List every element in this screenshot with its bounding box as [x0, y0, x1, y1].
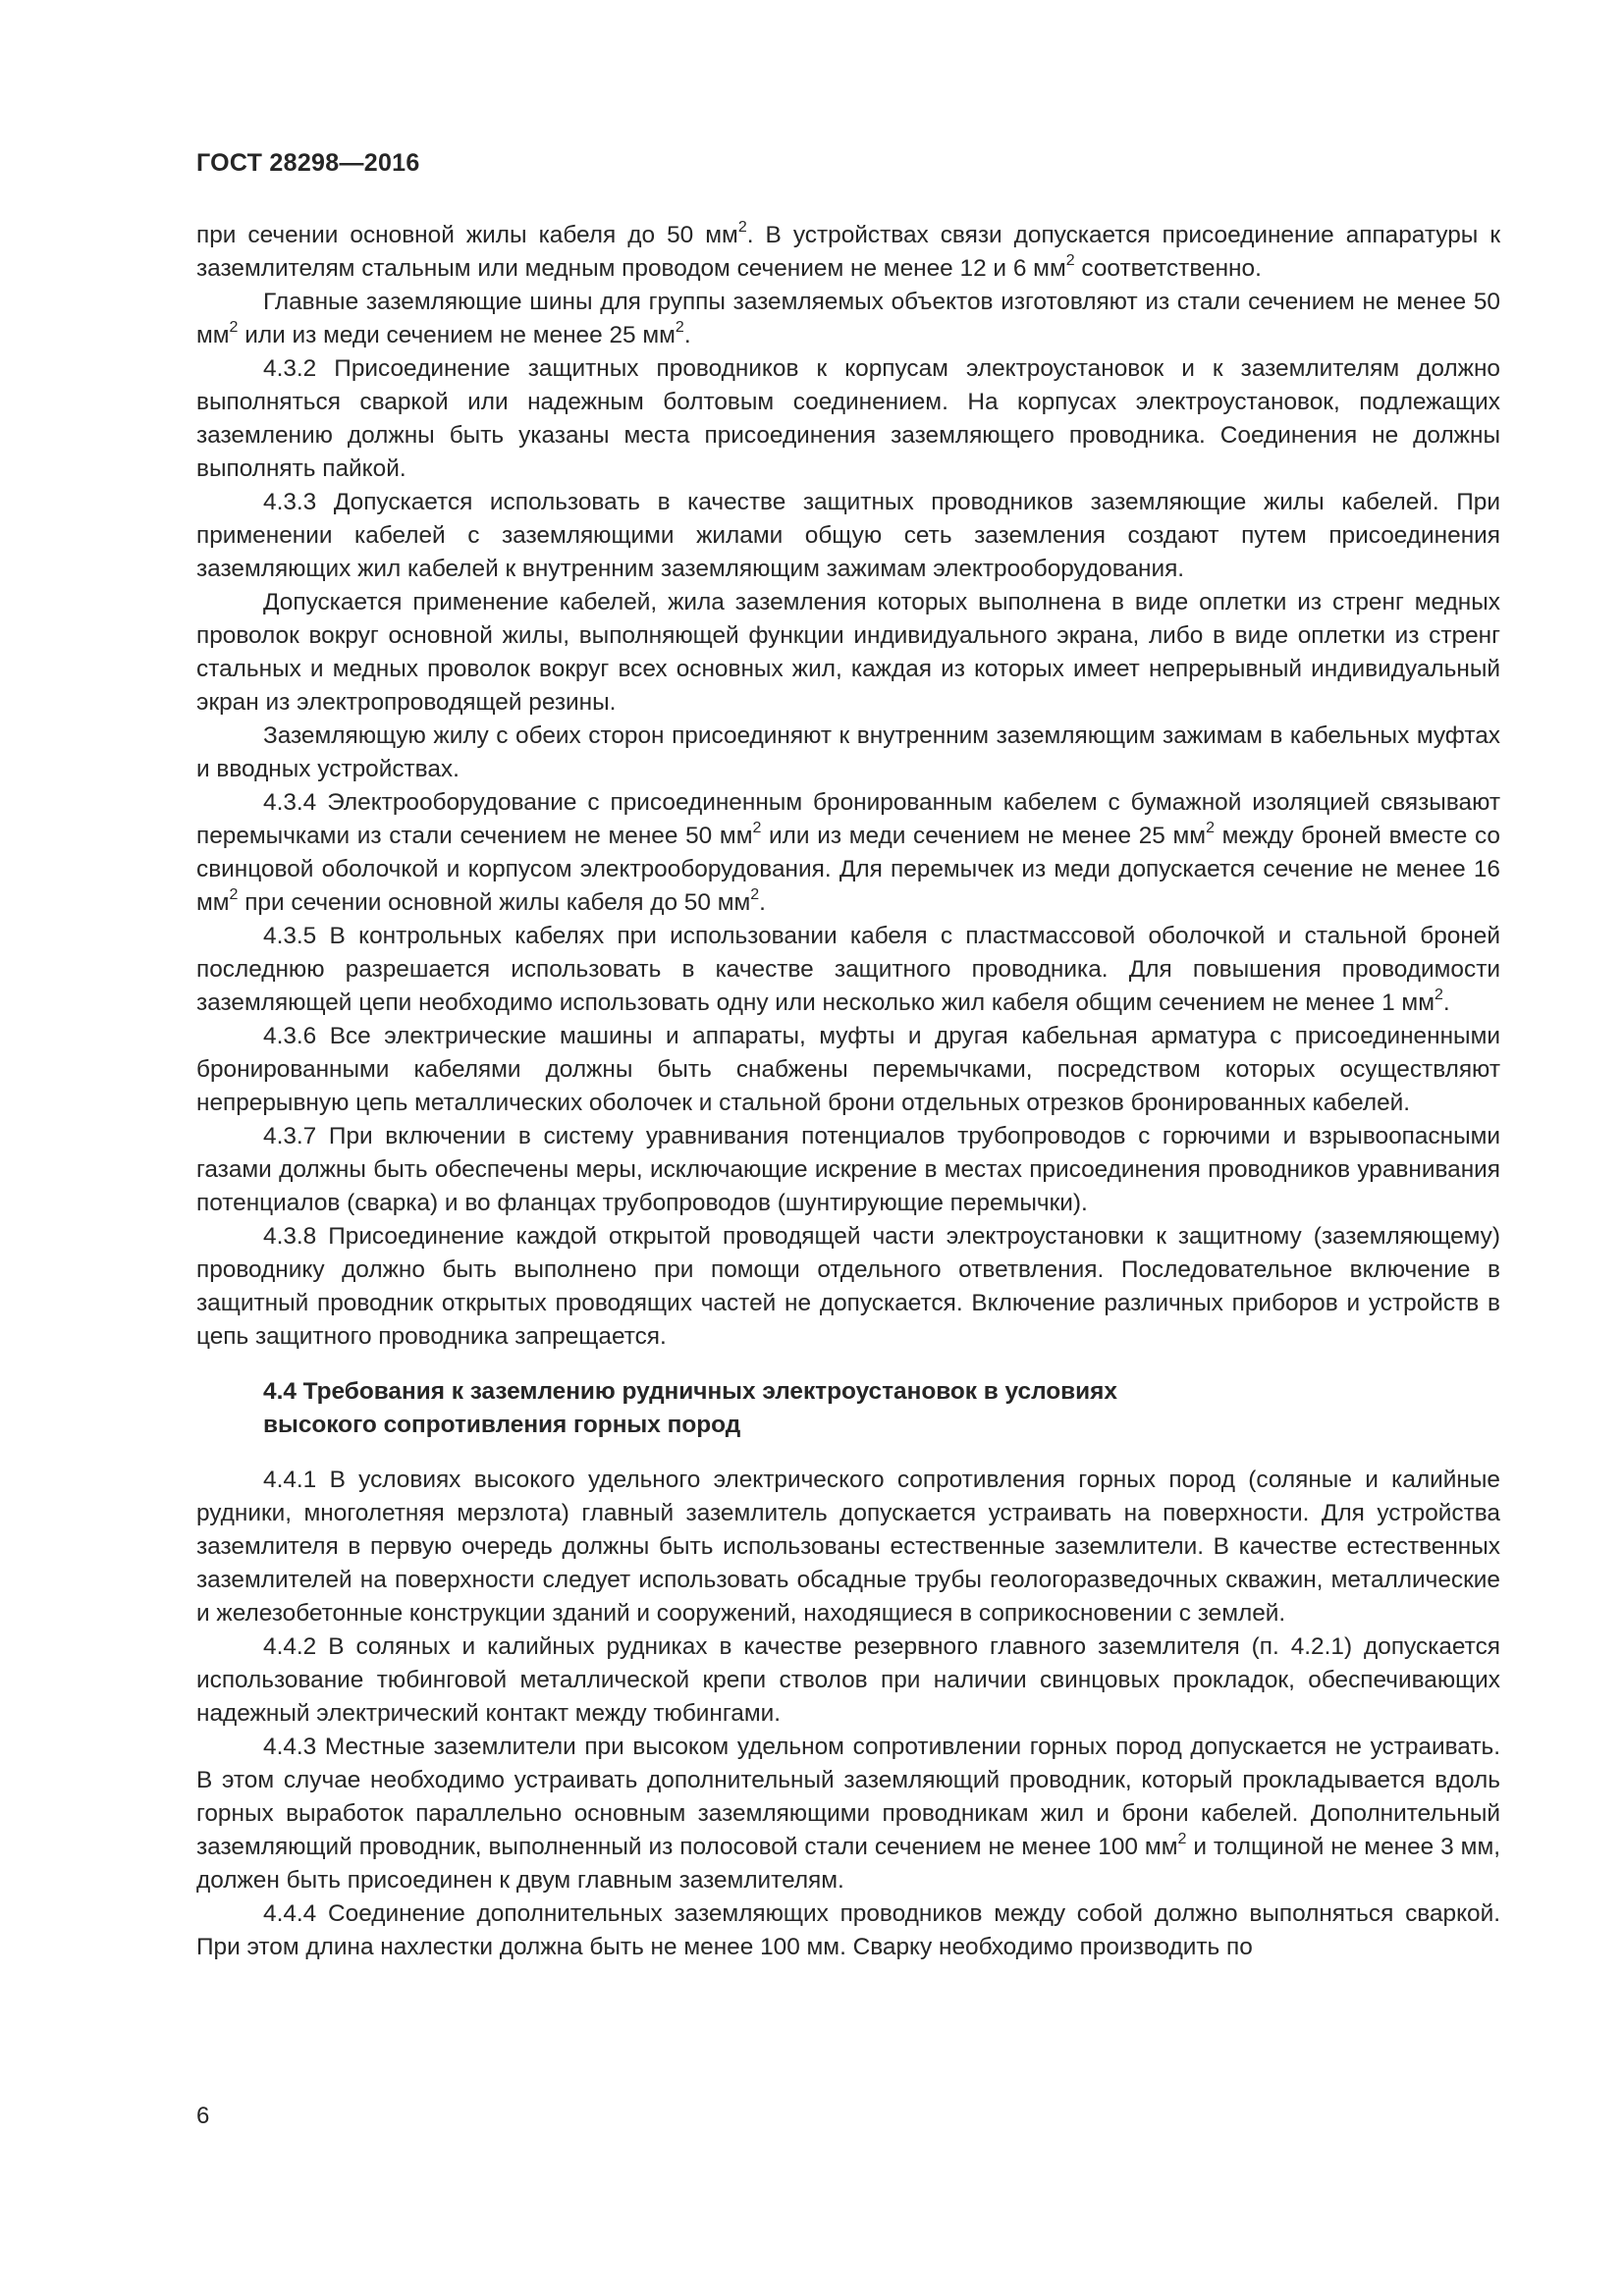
paragraph-text: или из меди сечением не менее 25 мм — [761, 823, 1207, 849]
paragraph-text: 4.3.2 Присоединение защитных проводников к корпусам электроустановок и к заземлителям должно выполняться сваркой или надежным болтовым соединением. На корпусах электроустановок, подлежащих заземлению должны быть указаны места присоединения заземляющего проводника. Соединения не должны выполнять пайкой. — [196, 355, 1500, 482]
paragraph-text: и толщиной не менее 3 мм, должен быть присоединен к двум главным заземлителям. — [196, 1834, 1500, 1894]
paragraph — [196, 786, 1500, 920]
document-body — [196, 219, 1500, 1964]
paragraphs-bottom — [196, 1464, 1500, 1964]
paragraph-text: 4.3.4 Электрооборудование с присоединенным бронированным кабелем с бумажной изоляцией связывают перемычками из стали сечением не менее 50 мм — [196, 789, 1500, 849]
paragraph-text: при сечении основной жилы кабеля до 50 мм — [196, 222, 738, 248]
superscript: 2 — [229, 885, 239, 903]
superscript: 2 — [1206, 819, 1215, 836]
superscript: 2 — [752, 819, 762, 836]
superscript: 2 — [675, 318, 684, 336]
section-heading — [196, 1375, 1500, 1442]
superscript: 2 — [737, 218, 747, 236]
paragraph — [196, 586, 1500, 720]
paragraph-text: между броней вместе со свинцовой оболочкой и корпусом электрооборудования. Для перемычек из меди допускается сечение не менее 16 мм — [196, 823, 1500, 916]
paragraph-text: . — [683, 322, 691, 348]
paragraph — [196, 1464, 1500, 1630]
paragraph — [196, 920, 1500, 1020]
paragraph — [196, 1731, 1500, 1897]
superscript: 2 — [1065, 251, 1075, 269]
paragraph-text: 4.3.5 В контрольных кабелях при использовании кабеля с пластмассовой оболочкой и стальной броней последнюю разрешается использовать в качестве защитного проводника. Для повышения проводимости заземляющей цепи необходимо использовать одну или несколько жил кабеля общим сечением не менее 1 мм — [196, 923, 1500, 1016]
paragraph-text: 4.3.7 При включении в систему уравнивания потенциалов трубопроводов с горючими и взрывоопасными газами должны быть обеспечены меры, исключающие искрение в местах присоединения проводников уравнивания потенциалов (сварка) и во фланцах трубопроводов (шунтирующие перемычки). — [196, 1123, 1500, 1216]
paragraph — [196, 1020, 1500, 1120]
paragraph-text: или из меди сечением не менее 25 мм — [238, 322, 676, 348]
paragraph-text: 4.3.8 Присоединение каждой открытой проводящей части электроустановки к защитному (заземляющему) проводнику должно быть выполнено при помощи отдельного ответвления. Последовательное включение в защитный проводник открытых проводящих частей не допускается. Включение различных приборов и устройств в цепь защитного проводника запрещается. — [196, 1223, 1500, 1350]
superscript: 2 — [1177, 1830, 1187, 1847]
document-code: ГОСТ 28298—2016 — [196, 149, 420, 177]
paragraph-text: . В устройствах связи допускается присоединение аппаратуры к заземлителям стальным или медным проводом сечением не менее 12 и 6 мм — [196, 222, 1500, 282]
section-heading-line-1: 4.4 Требования к заземлению рудничных электроустановок в условиях — [263, 1378, 1117, 1405]
paragraph-text: . — [1442, 989, 1450, 1016]
paragraph — [196, 486, 1500, 586]
paragraphs-top — [196, 219, 1500, 1354]
paragraph-text: при сечении основной жилы кабеля до 50 мм — [238, 889, 751, 916]
paragraph — [196, 1630, 1500, 1731]
paragraph-text: 4.4.4 Соединение дополнительных заземляющих проводников между собой должно выполняться сваркой. При этом длина нахлестки должна быть не менее 100 мм. Сварку необходимо производить по — [196, 1900, 1500, 1960]
paragraph-text: соответственно. — [1074, 255, 1262, 282]
paragraph-text: 4.3.3 Допускается использовать в качестве защитных проводников заземляющие жилы кабелей. При применении кабелей с заземляющими жилами общую сеть заземления создают путем присоединения заземляющих жил кабелей к внутренним заземляющим зажимам электрооборудования. — [196, 489, 1500, 582]
paragraph — [196, 720, 1500, 786]
section-heading-line-2: высокого сопротивления горных пород — [263, 1412, 741, 1438]
paragraph-text: 4.4.1 В условиях высокого удельного электрического сопротивления горных пород (соляные и калийные рудники, многолетняя мерзлота) главный заземлитель допускается устраивать на поверхности. Для устройства заземлителя в первую очередь должны быть использованы естественные заземлители. В качестве естественных заземлителей на поверхности следует использовать обсадные трубы геологоразведочных скважин, металлические и железобетонные конструкции зданий и сооружений, находящиеся в соприкосновении с землей. — [196, 1467, 1500, 1627]
paragraph — [196, 219, 1500, 286]
paragraph — [196, 352, 1500, 486]
paragraph — [196, 1220, 1500, 1354]
paragraph-text: 4.4.2 В соляных и калийных рудниках в качестве резервного главного заземлителя (п. 4.2.1) допускается использование тюбинговой металлической крепи стволов при наличии свинцовых прокладок, обеспечивающих надежный электрический контакт между тюбингами. — [196, 1633, 1500, 1727]
superscript: 2 — [750, 885, 760, 903]
paragraph — [196, 1897, 1500, 1964]
paragraph-text: 4.4.3 Местные заземлители при высоком удельном сопротивлении горных пород допускается не устраивать. В этом случае необходимо устраивать дополнительный заземляющий проводник, который прокладывается вдоль горных выработок параллельно основным заземляющими проводникам жил и брони кабелей. Дополнительный заземляющий проводник, выполненный из полосовой стали сечением не менее 100 мм — [196, 1734, 1500, 1860]
paragraph-text: . — [759, 889, 766, 916]
superscript: 2 — [1434, 986, 1443, 1003]
paragraph-text: Главные заземляющие шины для группы заземляемых объектов изготовляют из стали сечением не менее 50 мм — [196, 289, 1500, 348]
paragraph — [196, 1120, 1500, 1220]
superscript: 2 — [229, 318, 239, 336]
paragraph-text: Допускается применение кабелей, жила заземления которых выполнена в виде оплетки из стренг медных проволок вокруг основной жилы, выполняющей функции индивидуального экрана, либо в виде оплетки из стренг стальных и медных проволок вокруг всех основных жил, каждая из которых имеет непрерывный индивидуальный экран из электропроводящей резины. — [196, 589, 1500, 716]
paragraph — [196, 286, 1500, 352]
page-number: 6 — [196, 2103, 210, 2129]
paragraph-text: Заземляющую жилу с обеих сторон присоединяют к внутренним заземляющим зажимам в кабельных муфтах и вводных устройствах. — [196, 722, 1500, 782]
paragraph-text: 4.3.6 Все электрические машины и аппараты, муфты и другая кабельная арматура с присоединенными бронированными кабелями должны быть снабжены перемычками, посредством которых осуществляют непрерывную цепь металлических оболочек и стальной брони отдельных отрезков бронированных кабелей. — [196, 1023, 1500, 1116]
